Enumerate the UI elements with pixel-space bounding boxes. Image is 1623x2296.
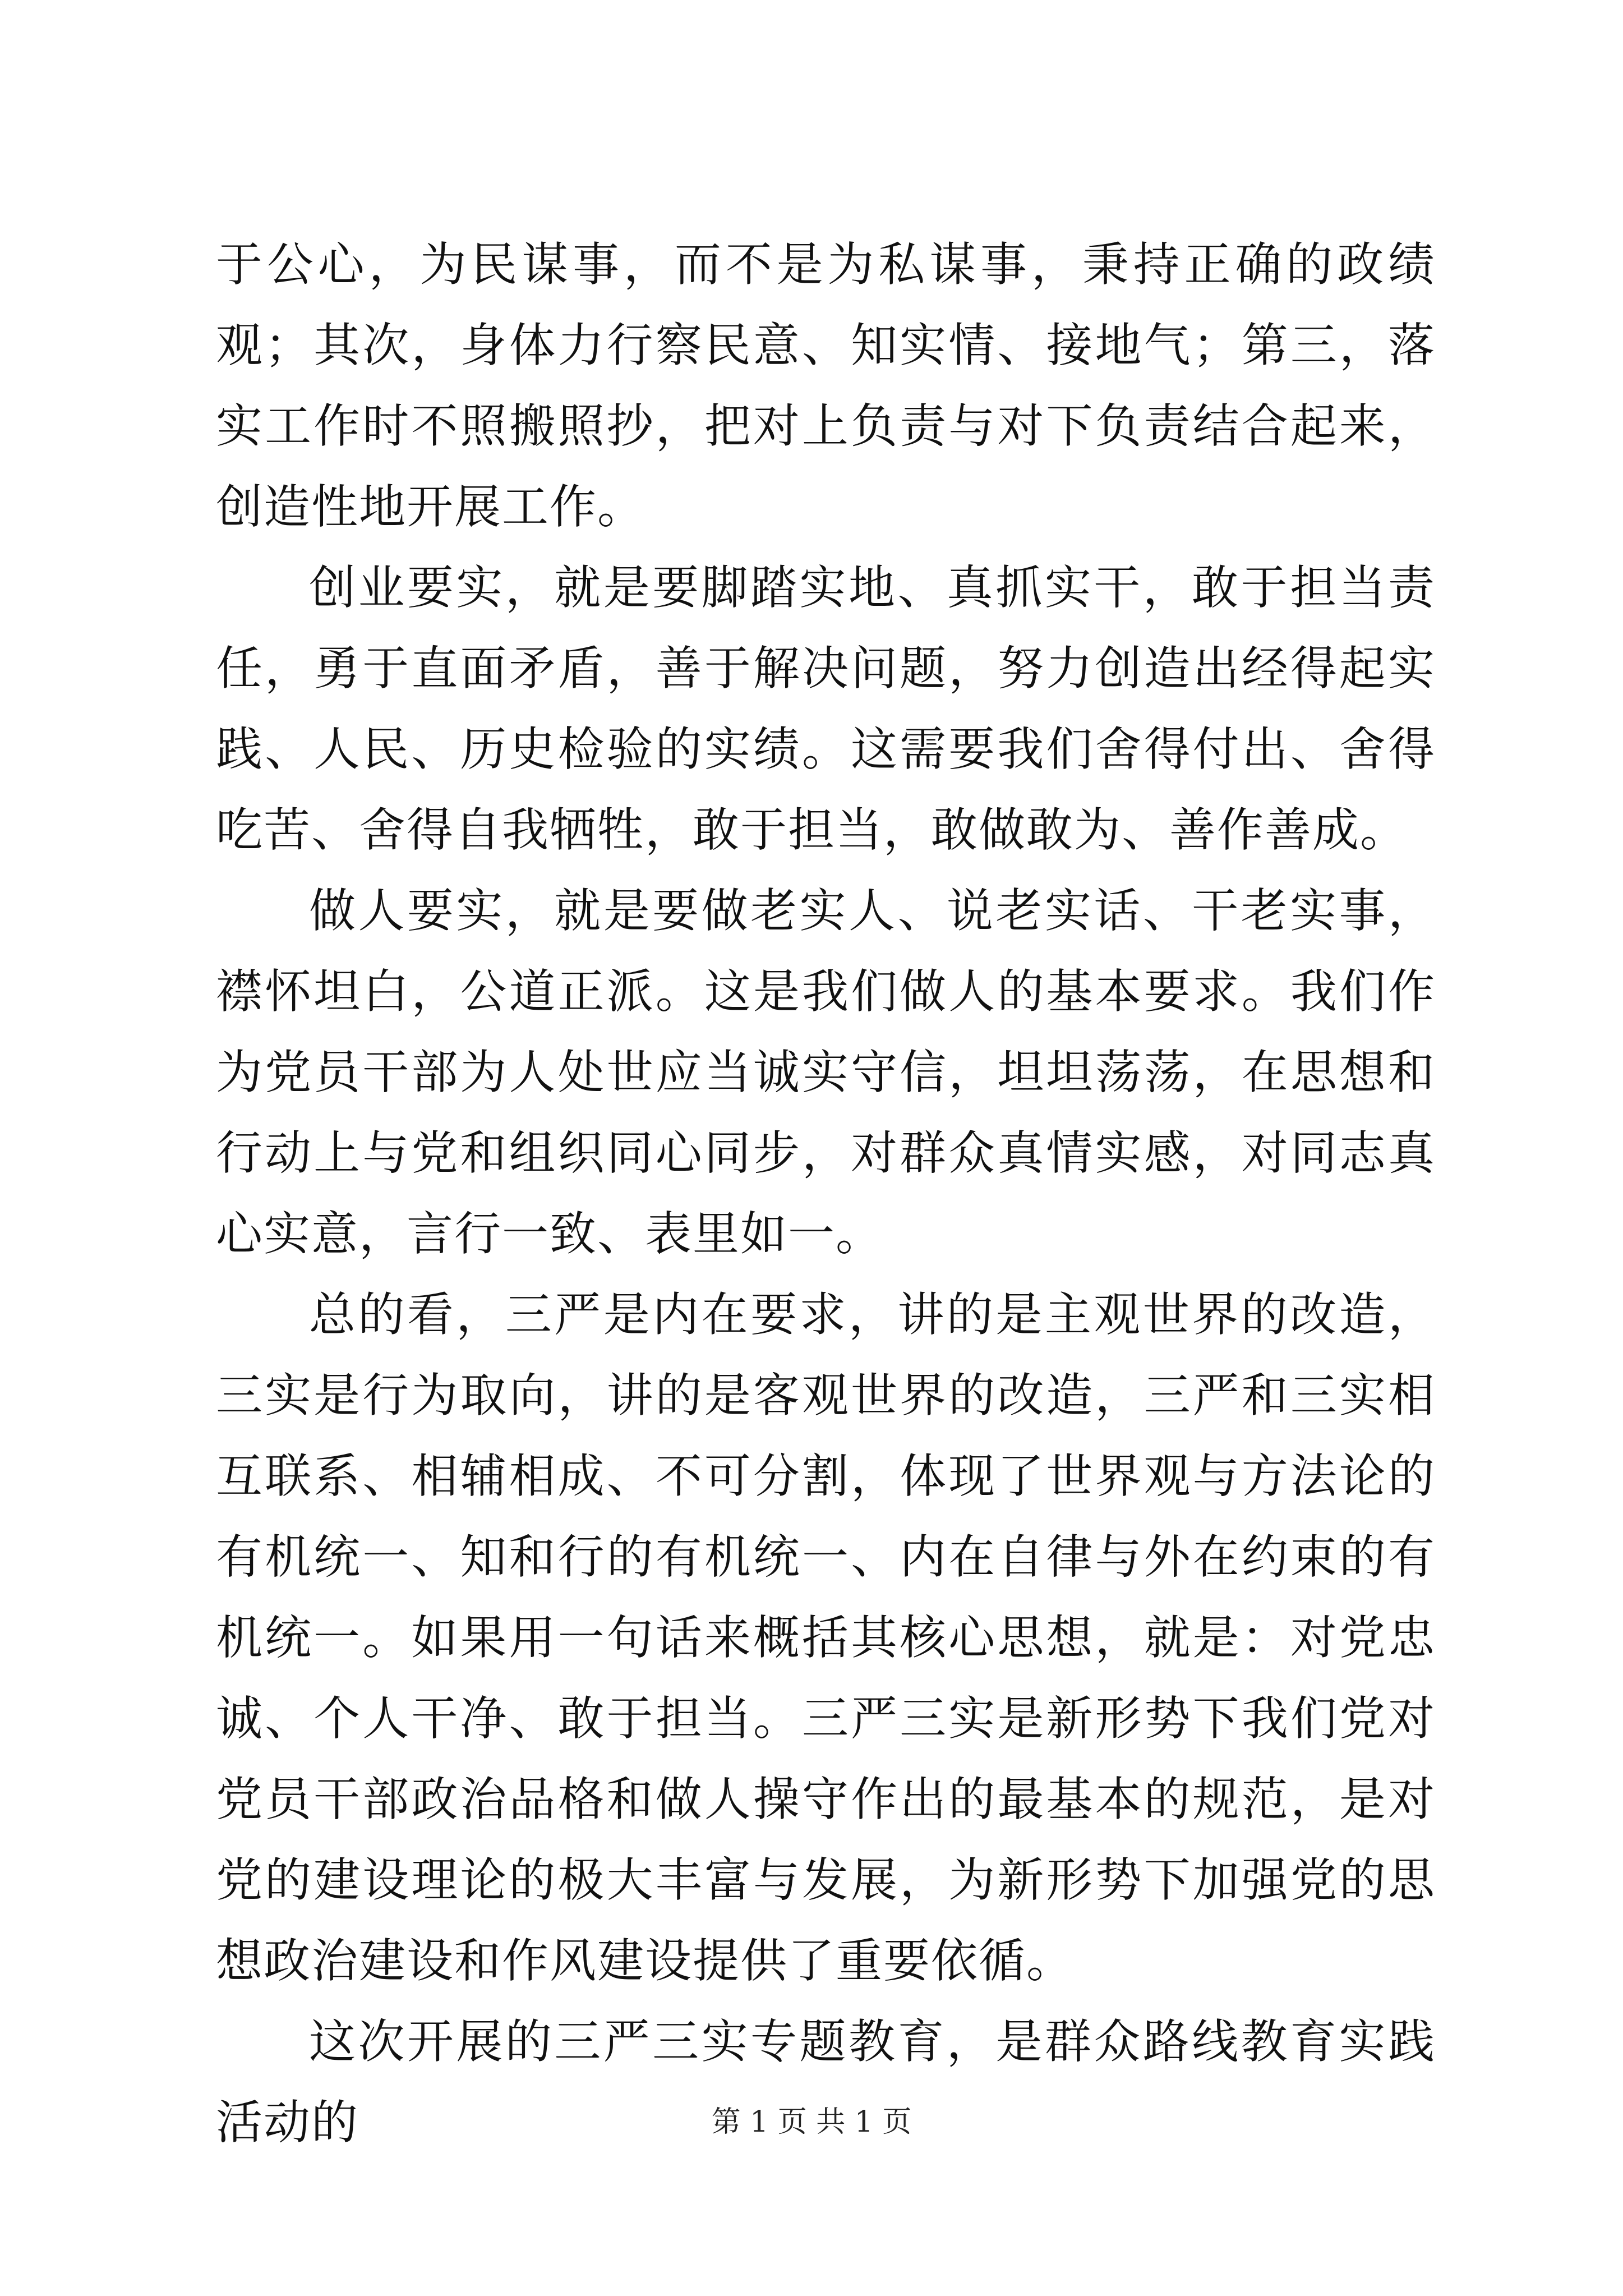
paragraph-3: 做人要实，就是要做老实人、说老实话、干老实事，襟怀坦白，公道正派。这是我们做人的基本要求。我们作为党员干部为人处世应当诚实守信，坦坦荡荡，在思想和行动上与党和组织同心同步，对群众真情实感，对同志真心实意，言行一致、表里如一。 xyxy=(216,884,1436,1261)
paragraph-1: 于公心，为民谋事，而不是为私谋事，秉持正确的政绩观；其次，身体力行察民意、知实情、接地气；第三，落实工作时不照搬照抄，把对上负责与对下负责结合起来，创造性地开展工作。 xyxy=(216,237,1436,534)
page-number-label: 第 1 页 共 1 页 xyxy=(711,2105,912,2139)
paragraph-2: 创业要实，就是要脚踏实地、真抓实干，敢于担当责任，勇于直面矛盾，善于解决问题，努力创造出经得起实践、人民、历史检验的实绩。这需要我们舍得付出、舍得吃苦、舍得自我牺牲，敢于担当，敢做敢为、善作善成。 xyxy=(216,560,1436,857)
paragraph-4: 总的看，三严是内在要求，讲的是主观世界的改造，三实是行为取向，讲的是客观世界的改造，三严和三实相互联系、相辅相成、不可分割，体现了世界观与方法论的有机统一、知和行的有机统一、内在自律与外在约束的有机统一。如果用一句话来概括其核心思想，就是：对党忠诚、个人干净、敢于担当。三严三实是新形势下我们党对党员干部政治品格和做人操守作出的最基本的规范，是对党的建设理论的极大丰富与发展，为新形势下加强党的思想政治建设和作风建设提供了重要依循。 xyxy=(216,1287,1436,1988)
page-footer xyxy=(0,2102,1623,2142)
document-body xyxy=(216,224,1436,2163)
paragraph-5: 这次开展的三严三实专题教育，是群众路线教育实践活动的 xyxy=(216,2014,1436,2150)
